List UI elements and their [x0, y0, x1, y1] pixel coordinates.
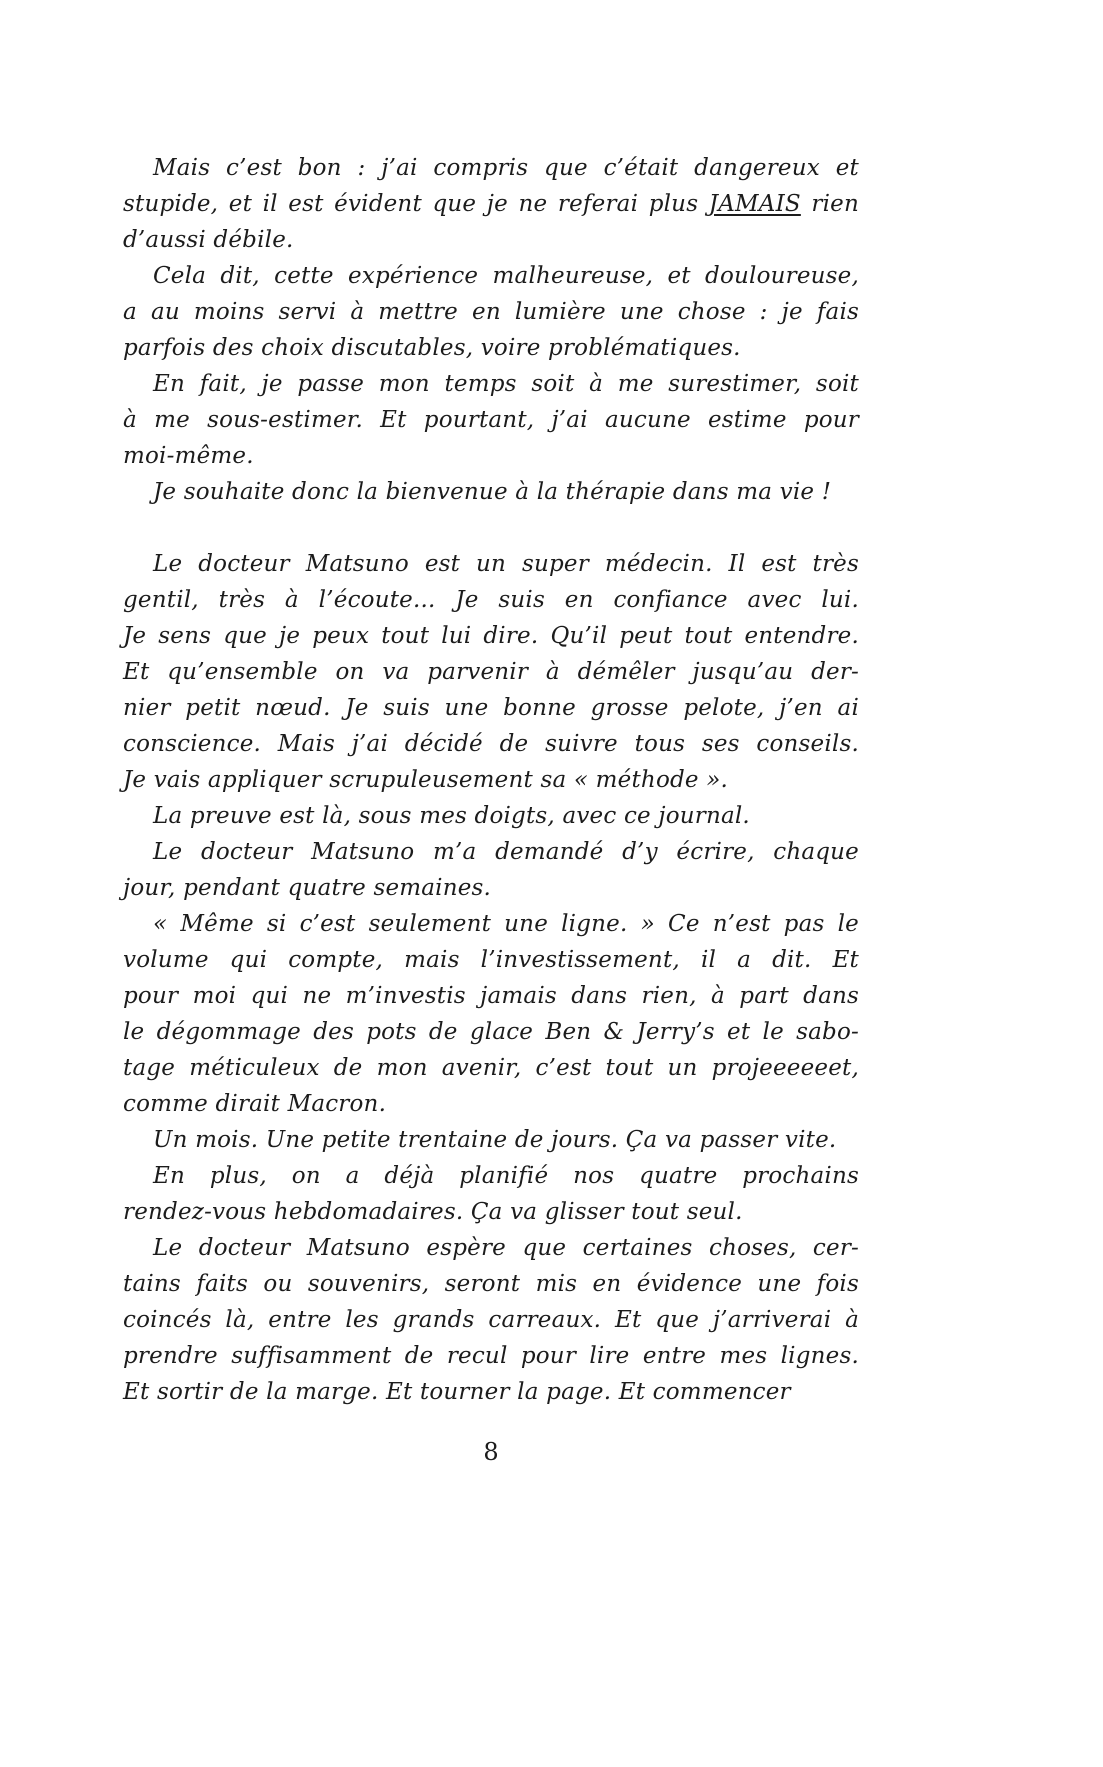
text-segment: Mais c’est bon : j’ai compris que c’était dangereux et	[153, 155, 859, 181]
text-line	[123, 726, 859, 762]
text-segment: Je vais appliquer scrupuleusement sa « méthode ».	[123, 767, 729, 793]
page-text	[123, 150, 859, 1410]
text-line	[123, 1158, 859, 1194]
text-segment: le dégommage des pots de glace Ben & Jerry’s et le sabo-	[123, 1019, 859, 1045]
text-segment: gentil, très à l’écoute... Je suis en confiance avec lui.	[123, 587, 859, 613]
text-line	[123, 1086, 859, 1122]
text-line	[123, 654, 859, 690]
text-segment: nier petit nœud. Je suis une bonne grosse pelote, j’en ai	[123, 695, 859, 721]
page-number: 8	[483, 1438, 499, 1466]
text-segment: à me sous-estimer. Et pourtant, j’ai aucune estime pour	[123, 407, 859, 433]
text-line	[123, 150, 859, 186]
text-segment: rien	[800, 191, 859, 217]
text-line	[123, 330, 859, 366]
text-segment: stupide, et il est évident que je ne referai plus	[123, 191, 709, 217]
text-line	[123, 258, 859, 294]
text-segment: volume qui compte, mais l’investissement, il a dit. Et	[123, 947, 859, 973]
text-segment: comme dirait Macron.	[123, 1091, 387, 1117]
text-line	[123, 1302, 859, 1338]
text-segment: Cela dit, cette expérience malheureuse, et douloureuse,	[153, 263, 859, 289]
text-segment: d’aussi débile.	[123, 227, 294, 253]
text-segment: La preuve est là, sous mes doigts, avec ce journal.	[153, 803, 750, 829]
text-segment: a au moins servi à mettre en lumière une chose : je fais	[123, 299, 859, 325]
text-segment: Un mois. Une petite trentaine de jours. Ça va passer vite.	[153, 1127, 837, 1153]
text-segment: jour, pendant quatre semaines.	[123, 875, 492, 901]
text-line	[123, 618, 859, 654]
text-line	[123, 798, 859, 834]
text-segment: Je souhaite donc la bienvenue à la thérapie dans ma vie !	[153, 479, 832, 505]
text-line	[123, 690, 859, 726]
text-segment: conscience. Mais j’ai décidé de suivre tous ses conseils.	[123, 731, 859, 757]
text-line	[123, 1122, 859, 1158]
text-segment: rendez-vous hebdomadaires. Ça va glisser tout seul.	[123, 1199, 743, 1225]
text-line	[123, 978, 859, 1014]
text-line	[123, 1266, 859, 1302]
text-line	[123, 1374, 859, 1410]
text-segment: Le docteur Matsuno espère que certaines choses, cer-	[153, 1235, 859, 1261]
text-segment: parfois des choix discutables, voire problématiques.	[123, 335, 741, 361]
text-segment: Et sortir de la marge. Et tourner la page. Et commencer	[123, 1379, 791, 1405]
text-line	[123, 870, 859, 906]
text-line	[123, 546, 859, 582]
text-segment: En plus, on a déjà planifié nos quatre prochains	[153, 1163, 859, 1189]
text-segment: moi-même.	[123, 443, 254, 469]
text-segment: coincés là, entre les grands carreaux. Et que j’arriverai à	[123, 1307, 859, 1333]
text-line	[123, 1338, 859, 1374]
text-segment: Le docteur Matsuno est un super médecin. Il est très	[153, 551, 859, 577]
text-line	[123, 1230, 859, 1266]
text-line	[123, 834, 859, 870]
text-segment: Je sens que je peux tout lui dire. Qu’il peut tout entendre.	[123, 623, 859, 649]
text-segment: « Même si c’est seulement une ligne. » Ce n’est pas le	[153, 911, 859, 937]
text-line	[123, 906, 859, 942]
text-line	[123, 1194, 859, 1230]
text-segment: Et qu’ensemble on va parvenir à démêler jusqu’au der-	[123, 659, 859, 685]
text-line	[123, 222, 859, 258]
text-segment: En fait, je passe mon temps soit à me surestimer, soit	[153, 371, 859, 397]
text-line	[123, 942, 859, 978]
text-line	[123, 366, 859, 402]
text-segment: tage méticuleux de mon avenir, c’est tout un projeeeeeet,	[123, 1055, 859, 1081]
text-line	[123, 186, 859, 222]
text-line	[123, 582, 859, 618]
text-line	[123, 294, 859, 330]
text-line	[123, 1050, 859, 1086]
text-line	[123, 474, 859, 510]
text-segment: tains faits ou souvenirs, seront mis en évidence une fois	[123, 1271, 859, 1297]
underlined-word: JAMAIS	[708, 191, 801, 217]
text-segment: pour moi qui ne m’investis jamais dans rien, à part dans	[123, 983, 859, 1009]
text-line	[123, 438, 859, 474]
text-line	[123, 402, 859, 438]
text-segment: Le docteur Matsuno m’a demandé d’y écrire, chaque	[153, 839, 859, 865]
text-line	[123, 762, 859, 798]
text-line	[123, 1014, 859, 1050]
text-segment: prendre suffisamment de recul pour lire entre mes lignes.	[123, 1343, 859, 1369]
paragraph-spacer	[123, 510, 859, 546]
